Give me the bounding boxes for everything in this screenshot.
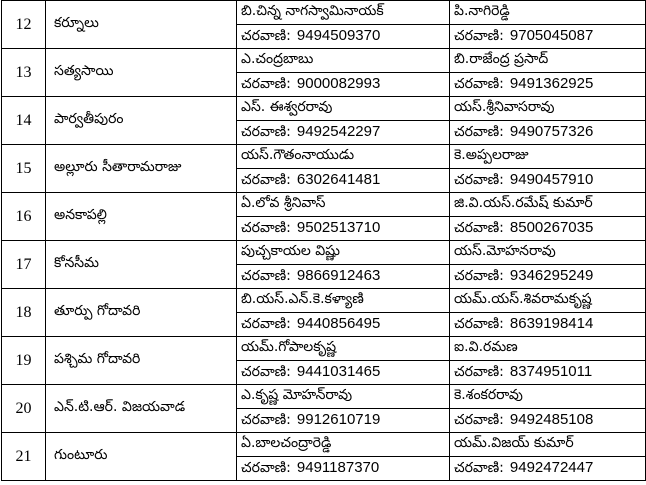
phone-number: 8639198414 — [509, 314, 594, 332]
serial-number: 14 — [2, 97, 46, 145]
officer-a-phone — [237, 217, 450, 241]
officer-b-phone — [450, 217, 646, 241]
serial-number: 13 — [2, 49, 46, 97]
phone-label: చరవాణి: — [241, 315, 291, 332]
officer-a-phone — [237, 121, 450, 145]
officer-a-phone — [237, 361, 450, 385]
officer-b-name: కె.శంకరరావు — [450, 385, 646, 409]
phone-number: 6302641481 — [296, 170, 381, 188]
officer-a-name: ఎ.చంద్రబాబు — [237, 49, 450, 73]
officer-b-phone — [450, 265, 646, 289]
officer-b-name: యస్.మోహనరావు — [450, 241, 646, 265]
officer-b-name: కె.అప్పలరాజు — [450, 145, 646, 169]
district-officials-table — [1, 0, 646, 481]
officer-a-phone — [237, 409, 450, 433]
phone-number: 9492485108 — [509, 410, 594, 428]
officer-b-phone — [450, 25, 646, 49]
table-row — [2, 433, 646, 457]
serial-number: 19 — [2, 337, 46, 385]
officer-a-phone — [237, 25, 450, 49]
phone-label: చరవాణి: — [241, 123, 291, 140]
officer-a-phone — [237, 265, 450, 289]
table-row — [2, 97, 646, 121]
officer-b-phone — [450, 73, 646, 97]
phone-number: 9912610719 — [296, 410, 381, 428]
phone-label: చరవాణి: — [241, 219, 291, 236]
phone-label: చరవాణి: — [241, 363, 291, 380]
table-row — [2, 241, 646, 265]
officer-a-name: యస్.గౌతంనాయుడు — [237, 145, 450, 169]
officer-a-phone — [237, 313, 450, 337]
officer-a-name: పుచ్చకాయల విష్ణు — [237, 241, 450, 265]
district-name: కర్నూలు — [46, 1, 237, 49]
district-name: కోనసీమ — [46, 241, 237, 289]
officer-a-name: ఎస్. ఈశ్వరరావు — [237, 97, 450, 121]
phone-label: చరవాణి: — [454, 75, 504, 92]
officer-b-phone — [450, 409, 646, 433]
phone-label: చరవాణి: — [241, 459, 291, 476]
phone-label: చరవాణి: — [454, 27, 504, 44]
phone-number: 9491362925 — [509, 74, 594, 92]
officer-b-name: బి.రాజేంద్ర ప్రసాద్ — [450, 49, 646, 73]
officer-b-name: ఐ.వి.రమణ — [450, 337, 646, 361]
phone-label: చరవాణి: — [241, 411, 291, 428]
officer-b-name: పి.నాగిరెడ్డి — [450, 1, 646, 25]
officer-a-name: బి.చిన్న నాగస్వామినాయక్ — [237, 1, 450, 25]
phone-label: చరవాణి: — [454, 267, 504, 284]
phone-number: 9440856495 — [296, 314, 381, 332]
serial-number: 15 — [2, 145, 46, 193]
phone-label: చరవాణి: — [241, 75, 291, 92]
officer-a-phone — [237, 169, 450, 193]
table-row — [2, 385, 646, 409]
table-row — [2, 289, 646, 313]
table-row — [2, 145, 646, 169]
phone-number: 9866912463 — [296, 266, 381, 284]
phone-label: చరవాణి: — [454, 171, 504, 188]
table-row — [2, 193, 646, 217]
phone-label: చరవాణి: — [454, 459, 504, 476]
officer-b-phone — [450, 169, 646, 193]
serial-number: 18 — [2, 289, 46, 337]
phone-label: చరవాణి: — [241, 27, 291, 44]
phone-number: 9490457910 — [509, 170, 594, 188]
phone-number: 9492542297 — [296, 122, 381, 140]
serial-number: 21 — [2, 433, 46, 481]
officer-b-phone — [450, 361, 646, 385]
phone-number: 9502513710 — [296, 218, 381, 236]
phone-label: చరవాణి: — [454, 219, 504, 236]
phone-number: 9494509370 — [296, 26, 381, 44]
table-row — [2, 337, 646, 361]
phone-number: 9346295249 — [509, 266, 594, 284]
serial-number: 16 — [2, 193, 46, 241]
officer-b-name: యమ్.యస్.శివరామకృష్ణ — [450, 289, 646, 313]
district-name: గుంటూరు — [46, 433, 237, 481]
officer-a-phone — [237, 457, 450, 481]
phone-number: 9490757326 — [509, 122, 594, 140]
district-name: అల్లూరు సీతారామరాజు — [46, 145, 237, 193]
district-name: సత్యసాయి — [46, 49, 237, 97]
district-name: పశ్చిమ గోదావరి — [46, 337, 237, 385]
phone-label: చరవాణి: — [241, 267, 291, 284]
officer-a-name: బి.యస్.ఎన్.కె.కళ్యాణి — [237, 289, 450, 313]
officer-a-name: యమ్.గోపాలకృష్ణ — [237, 337, 450, 361]
phone-label: చరవాణి: — [454, 315, 504, 332]
officer-a-phone — [237, 73, 450, 97]
officer-b-name: జి.వి.యస్.రమేష్ కుమార్ — [450, 193, 646, 217]
officer-a-name: ఏ.బాలచంద్రారెడ్డి — [237, 433, 450, 457]
phone-number: 8374951011 — [509, 362, 593, 380]
district-name: తూర్పు గోదావరి — [46, 289, 237, 337]
table-row — [2, 1, 646, 25]
phone-number: 9441031465 — [296, 362, 381, 380]
officer-b-phone — [450, 313, 646, 337]
phone-label: చరవాణి: — [454, 123, 504, 140]
officer-a-name: ఎ.కృష్ణ మోహన్‌రావు — [237, 385, 450, 409]
serial-number: 20 — [2, 385, 46, 433]
district-name: ఎన్.టి.ఆర్. విజయవాడ — [46, 385, 237, 433]
phone-label: చరవాణి: — [454, 411, 504, 428]
serial-number: 12 — [2, 1, 46, 49]
officer-a-name: ఏ.లోవ శ్రీనివాస్ — [237, 193, 450, 217]
phone-label: చరవాణి: — [454, 363, 504, 380]
officer-b-name: యమ్.విజయ్ కుమార్ — [450, 433, 646, 457]
district-name: అనకాపల్లి — [46, 193, 237, 241]
serial-number: 17 — [2, 241, 46, 289]
officer-b-phone — [450, 457, 646, 481]
phone-number: 9492472447 — [509, 458, 594, 476]
table-row — [2, 49, 646, 73]
phone-label: చరవాణి: — [241, 171, 291, 188]
phone-number: 8500267035 — [509, 218, 594, 236]
phone-number: 9705045087 — [509, 26, 594, 44]
phone-number: 9491187370 — [296, 458, 380, 476]
district-name: పార్వతీపురం — [46, 97, 237, 145]
phone-number: 9000082993 — [296, 74, 381, 92]
officer-b-phone — [450, 121, 646, 145]
officer-b-name: యస్.శ్రీనివాసరావు — [450, 97, 646, 121]
